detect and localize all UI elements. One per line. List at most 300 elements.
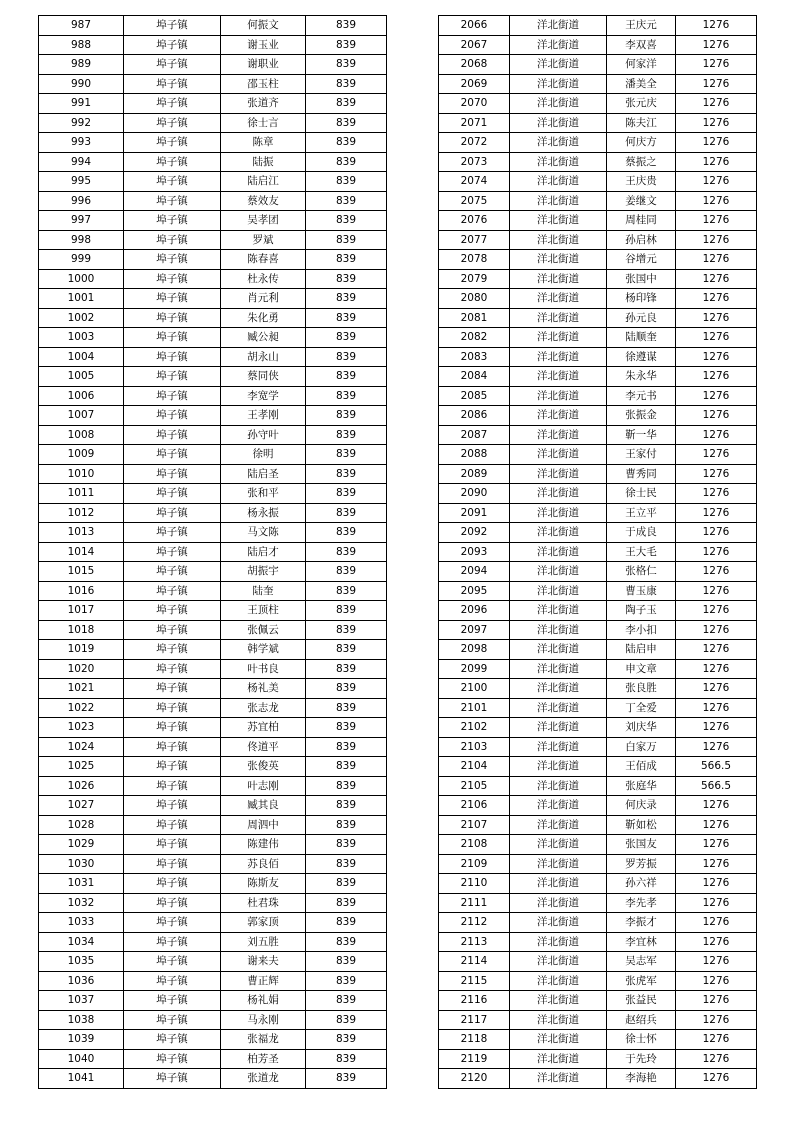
- person-name-cell: 姜继文: [607, 191, 676, 211]
- town-cell: 洋北街道: [510, 484, 607, 504]
- amount-cell: 839: [306, 952, 387, 972]
- person-name-cell: 李海艳: [607, 1069, 676, 1089]
- table-row: [39, 386, 387, 406]
- amount-cell: 1276: [676, 308, 757, 328]
- town-cell: 埠子镇: [124, 1049, 221, 1069]
- town-cell: 洋北街道: [510, 152, 607, 172]
- person-name-cell: 叶书良: [221, 659, 306, 679]
- person-name-cell: 叶志刚: [221, 776, 306, 796]
- row-number-cell: 2106: [439, 796, 510, 816]
- table-row: [39, 425, 387, 445]
- table-row: [439, 172, 757, 192]
- person-name-cell: 朱化勇: [221, 308, 306, 328]
- table-row: [439, 113, 757, 133]
- table-row: [39, 854, 387, 874]
- amount-cell: 839: [306, 1049, 387, 1069]
- table-row: [439, 562, 757, 582]
- amount-cell: 1276: [676, 94, 757, 114]
- amount-cell: 839: [306, 464, 387, 484]
- person-name-cell: 孙六祥: [607, 874, 676, 894]
- table-row: [39, 503, 387, 523]
- town-cell: 洋北街道: [510, 1069, 607, 1089]
- amount-cell: 1276: [676, 698, 757, 718]
- table-row: [39, 1030, 387, 1050]
- person-name-cell: 谢职业: [221, 55, 306, 75]
- town-cell: 埠子镇: [124, 74, 221, 94]
- town-cell: 埠子镇: [124, 503, 221, 523]
- table-row: [439, 269, 757, 289]
- town-cell: 埠子镇: [124, 406, 221, 426]
- row-number-cell: 2107: [439, 815, 510, 835]
- person-name-cell: 王大毛: [607, 542, 676, 562]
- row-number-cell: 1000: [39, 269, 124, 289]
- row-number-cell: 2074: [439, 172, 510, 192]
- table-row: [439, 1030, 757, 1050]
- person-name-cell: 陆奎: [221, 581, 306, 601]
- table-row: [39, 698, 387, 718]
- person-name-cell: 朱永华: [607, 367, 676, 387]
- person-name-cell: 张元庆: [607, 94, 676, 114]
- amount-cell: 839: [306, 55, 387, 75]
- table-row: [439, 425, 757, 445]
- town-cell: 埠子镇: [124, 308, 221, 328]
- amount-cell: 1276: [676, 991, 757, 1011]
- amount-cell: 1276: [676, 406, 757, 426]
- row-number-cell: 1036: [39, 971, 124, 991]
- town-cell: 洋北街道: [510, 737, 607, 757]
- person-name-cell: 李双喜: [607, 35, 676, 55]
- table-row: [39, 74, 387, 94]
- row-number-cell: 2069: [439, 74, 510, 94]
- amount-cell: 839: [306, 230, 387, 250]
- town-cell: 埠子镇: [124, 737, 221, 757]
- table-row: [439, 952, 757, 972]
- row-number-cell: 994: [39, 152, 124, 172]
- person-name-cell: 张振金: [607, 406, 676, 426]
- town-cell: 埠子镇: [124, 328, 221, 348]
- person-name-cell: 李振才: [607, 913, 676, 933]
- town-cell: 埠子镇: [124, 874, 221, 894]
- amount-cell: 839: [306, 991, 387, 1011]
- amount-cell: 839: [306, 347, 387, 367]
- amount-cell: 839: [306, 874, 387, 894]
- town-cell: 洋北街道: [510, 581, 607, 601]
- row-number-cell: 1012: [39, 503, 124, 523]
- row-number-cell: 989: [39, 55, 124, 75]
- row-number-cell: 991: [39, 94, 124, 114]
- row-number-cell: 1004: [39, 347, 124, 367]
- person-name-cell: 陆振: [221, 152, 306, 172]
- row-number-cell: 2114: [439, 952, 510, 972]
- table-row: [439, 601, 757, 621]
- left-table-body: [39, 16, 387, 1089]
- amount-cell: 1276: [676, 523, 757, 543]
- amount-cell: 839: [306, 659, 387, 679]
- row-number-cell: 2112: [439, 913, 510, 933]
- table-row: [39, 16, 387, 36]
- person-name-cell: 周泗中: [221, 815, 306, 835]
- town-cell: 洋北街道: [510, 854, 607, 874]
- amount-cell: 1276: [676, 796, 757, 816]
- amount-cell: 1276: [676, 1010, 757, 1030]
- row-number-cell: 1028: [39, 815, 124, 835]
- person-name-cell: 刘庆华: [607, 718, 676, 738]
- town-cell: 埠子镇: [124, 133, 221, 153]
- table-row: [39, 679, 387, 699]
- person-name-cell: 徐士怀: [607, 1030, 676, 1050]
- town-cell: 埠子镇: [124, 172, 221, 192]
- amount-cell: 1276: [676, 659, 757, 679]
- table-row: [439, 796, 757, 816]
- town-cell: 洋北街道: [510, 776, 607, 796]
- amount-cell: 1276: [676, 230, 757, 250]
- table-row: [439, 640, 757, 660]
- person-name-cell: 何家洋: [607, 55, 676, 75]
- town-cell: 埠子镇: [124, 562, 221, 582]
- table-row: [39, 542, 387, 562]
- row-number-cell: 2090: [439, 484, 510, 504]
- row-number-cell: 1027: [39, 796, 124, 816]
- amount-cell: 839: [306, 328, 387, 348]
- town-cell: 埠子镇: [124, 542, 221, 562]
- town-cell: 洋北街道: [510, 406, 607, 426]
- table-row: [39, 308, 387, 328]
- town-cell: 洋北街道: [510, 991, 607, 1011]
- row-number-cell: 2088: [439, 445, 510, 465]
- town-cell: 埠子镇: [124, 679, 221, 699]
- person-name-cell: 李小扣: [607, 620, 676, 640]
- table-row: [439, 308, 757, 328]
- town-cell: 埠子镇: [124, 601, 221, 621]
- table-row: [439, 328, 757, 348]
- table-row: [439, 289, 757, 309]
- person-name-cell: 谷增元: [607, 250, 676, 270]
- row-number-cell: 2100: [439, 679, 510, 699]
- row-number-cell: 990: [39, 74, 124, 94]
- person-name-cell: 佟道平: [221, 737, 306, 757]
- row-number-cell: 2115: [439, 971, 510, 991]
- town-cell: 埠子镇: [124, 971, 221, 991]
- town-cell: 埠子镇: [124, 952, 221, 972]
- table-row: [439, 718, 757, 738]
- town-cell: 埠子镇: [124, 620, 221, 640]
- row-number-cell: 2120: [439, 1069, 510, 1089]
- amount-cell: 1276: [676, 815, 757, 835]
- amount-cell: 839: [306, 776, 387, 796]
- town-cell: 洋北街道: [510, 542, 607, 562]
- table-row: [439, 815, 757, 835]
- row-number-cell: 2104: [439, 757, 510, 777]
- row-number-cell: 1029: [39, 835, 124, 855]
- row-number-cell: 1010: [39, 464, 124, 484]
- town-cell: 洋北街道: [510, 367, 607, 387]
- person-name-cell: 张俊英: [221, 757, 306, 777]
- person-name-cell: 杜君珠: [221, 893, 306, 913]
- town-cell: 埠子镇: [124, 1069, 221, 1089]
- town-cell: 洋北街道: [510, 425, 607, 445]
- amount-cell: 1276: [676, 913, 757, 933]
- town-cell: 埠子镇: [124, 464, 221, 484]
- person-name-cell: 何庆录: [607, 796, 676, 816]
- town-cell: 埠子镇: [124, 425, 221, 445]
- table-row: [39, 1049, 387, 1069]
- person-name-cell: 陆顺奎: [607, 328, 676, 348]
- table-row: [39, 484, 387, 504]
- person-name-cell: 李宜林: [607, 932, 676, 952]
- town-cell: 埠子镇: [124, 835, 221, 855]
- table-row: [439, 386, 757, 406]
- town-cell: 埠子镇: [124, 191, 221, 211]
- row-number-cell: 1002: [39, 308, 124, 328]
- table-row: [39, 55, 387, 75]
- town-cell: 洋北街道: [510, 1010, 607, 1030]
- amount-cell: 1276: [676, 55, 757, 75]
- person-name-cell: 丁全爱: [607, 698, 676, 718]
- person-name-cell: 李元书: [607, 386, 676, 406]
- row-number-cell: 2075: [439, 191, 510, 211]
- amount-cell: 1276: [676, 152, 757, 172]
- table-row: [439, 347, 757, 367]
- town-cell: 埠子镇: [124, 815, 221, 835]
- person-name-cell: 陈章: [221, 133, 306, 153]
- table-row: [439, 679, 757, 699]
- town-cell: 洋北街道: [510, 757, 607, 777]
- amount-cell: 566.5: [676, 757, 757, 777]
- amount-cell: 1276: [676, 347, 757, 367]
- person-name-cell: 杨印锋: [607, 289, 676, 309]
- table-row: [39, 640, 387, 660]
- town-cell: 洋北街道: [510, 679, 607, 699]
- table-row: [39, 952, 387, 972]
- row-number-cell: 1014: [39, 542, 124, 562]
- person-name-cell: 邵玉柱: [221, 74, 306, 94]
- row-number-cell: 2079: [439, 269, 510, 289]
- person-name-cell: 苏宜柏: [221, 718, 306, 738]
- amount-cell: 1276: [676, 289, 757, 309]
- person-name-cell: 杨礼美: [221, 679, 306, 699]
- town-cell: 埠子镇: [124, 250, 221, 270]
- amount-cell: 839: [306, 484, 387, 504]
- row-number-cell: 2110: [439, 874, 510, 894]
- amount-cell: 1276: [676, 562, 757, 582]
- table-row: [39, 94, 387, 114]
- row-number-cell: 2094: [439, 562, 510, 582]
- person-name-cell: 孙启林: [607, 230, 676, 250]
- person-name-cell: 陈斯友: [221, 874, 306, 894]
- amount-cell: 1276: [676, 464, 757, 484]
- amount-cell: 1276: [676, 74, 757, 94]
- row-number-cell: 988: [39, 35, 124, 55]
- row-number-cell: 1039: [39, 1030, 124, 1050]
- town-cell: 埠子镇: [124, 640, 221, 660]
- table-row: [39, 35, 387, 55]
- amount-cell: 839: [306, 601, 387, 621]
- person-name-cell: 张志龙: [221, 698, 306, 718]
- amount-cell: 839: [306, 35, 387, 55]
- town-cell: 埠子镇: [124, 698, 221, 718]
- town-cell: 洋北街道: [510, 55, 607, 75]
- town-cell: 洋北街道: [510, 250, 607, 270]
- town-cell: 埠子镇: [124, 55, 221, 75]
- amount-cell: 1276: [676, 835, 757, 855]
- person-name-cell: 王佰成: [607, 757, 676, 777]
- town-cell: 洋北街道: [510, 347, 607, 367]
- town-cell: 埠子镇: [124, 152, 221, 172]
- row-number-cell: 1035: [39, 952, 124, 972]
- row-number-cell: 1003: [39, 328, 124, 348]
- amount-cell: 839: [306, 757, 387, 777]
- town-cell: 洋北街道: [510, 601, 607, 621]
- table-row: [39, 581, 387, 601]
- person-name-cell: 陶子玉: [607, 601, 676, 621]
- person-name-cell: 周桂同: [607, 211, 676, 231]
- row-number-cell: 2077: [439, 230, 510, 250]
- row-number-cell: 2078: [439, 250, 510, 270]
- town-cell: 埠子镇: [124, 484, 221, 504]
- table-row: [39, 250, 387, 270]
- row-number-cell: 2068: [439, 55, 510, 75]
- town-cell: 洋北街道: [510, 74, 607, 94]
- town-cell: 洋北街道: [510, 718, 607, 738]
- table-row: [439, 1049, 757, 1069]
- amount-cell: 1276: [676, 16, 757, 36]
- amount-cell: 839: [306, 737, 387, 757]
- table-row: [39, 757, 387, 777]
- row-number-cell: 992: [39, 113, 124, 133]
- amount-cell: 1276: [676, 952, 757, 972]
- table-row: [39, 1069, 387, 1089]
- amount-cell: 1276: [676, 211, 757, 231]
- person-name-cell: 王顶柱: [221, 601, 306, 621]
- amount-cell: 839: [306, 854, 387, 874]
- right-table: [438, 15, 757, 1089]
- table-row: [439, 971, 757, 991]
- person-name-cell: 张虎军: [607, 971, 676, 991]
- row-number-cell: 2109: [439, 854, 510, 874]
- town-cell: 洋北街道: [510, 952, 607, 972]
- town-cell: 埠子镇: [124, 94, 221, 114]
- town-cell: 埠子镇: [124, 16, 221, 36]
- row-number-cell: 2097: [439, 620, 510, 640]
- person-name-cell: 肖元利: [221, 289, 306, 309]
- table-row: [439, 659, 757, 679]
- person-name-cell: 靳如松: [607, 815, 676, 835]
- table-row: [439, 191, 757, 211]
- amount-cell: 839: [306, 367, 387, 387]
- row-number-cell: 2071: [439, 113, 510, 133]
- town-cell: 埠子镇: [124, 1010, 221, 1030]
- row-number-cell: 2067: [439, 35, 510, 55]
- amount-cell: 839: [306, 308, 387, 328]
- row-number-cell: 987: [39, 16, 124, 36]
- town-cell: 埠子镇: [124, 445, 221, 465]
- person-name-cell: 白家万: [607, 737, 676, 757]
- table-row: [39, 562, 387, 582]
- row-number-cell: 995: [39, 172, 124, 192]
- table-row: [439, 932, 757, 952]
- amount-cell: 839: [306, 523, 387, 543]
- town-cell: 洋北街道: [510, 971, 607, 991]
- person-name-cell: 何振文: [221, 16, 306, 36]
- row-number-cell: 2085: [439, 386, 510, 406]
- table-row: [39, 1010, 387, 1030]
- row-number-cell: 1009: [39, 445, 124, 465]
- row-number-cell: 2116: [439, 991, 510, 1011]
- table-row: [439, 776, 757, 796]
- town-cell: 洋北街道: [510, 835, 607, 855]
- town-cell: 洋北街道: [510, 1030, 607, 1050]
- row-number-cell: 2108: [439, 835, 510, 855]
- right-table-body: [439, 16, 757, 1089]
- row-number-cell: 2111: [439, 893, 510, 913]
- amount-cell: 839: [306, 893, 387, 913]
- amount-cell: 839: [306, 718, 387, 738]
- table-row: [39, 796, 387, 816]
- row-number-cell: 1034: [39, 932, 124, 952]
- person-name-cell: 陈春喜: [221, 250, 306, 270]
- row-number-cell: 1026: [39, 776, 124, 796]
- town-cell: 埠子镇: [124, 269, 221, 289]
- town-cell: 洋北街道: [510, 308, 607, 328]
- table-row: [39, 601, 387, 621]
- table-row: [439, 35, 757, 55]
- person-name-cell: 申文章: [607, 659, 676, 679]
- town-cell: 洋北街道: [510, 133, 607, 153]
- amount-cell: 1276: [676, 854, 757, 874]
- row-number-cell: 1007: [39, 406, 124, 426]
- row-number-cell: 1017: [39, 601, 124, 621]
- table-row: [439, 620, 757, 640]
- table-row: [439, 581, 757, 601]
- town-cell: 埠子镇: [124, 893, 221, 913]
- person-name-cell: 曹玉康: [607, 581, 676, 601]
- table-row: [439, 991, 757, 1011]
- row-number-cell: 1037: [39, 991, 124, 1011]
- row-number-cell: 2073: [439, 152, 510, 172]
- person-name-cell: 谢玉业: [221, 35, 306, 55]
- person-name-cell: 郭家顶: [221, 913, 306, 933]
- table-row: [39, 269, 387, 289]
- amount-cell: 839: [306, 971, 387, 991]
- row-number-cell: 1023: [39, 718, 124, 738]
- amount-cell: 839: [306, 211, 387, 231]
- row-number-cell: 1031: [39, 874, 124, 894]
- amount-cell: 1276: [676, 874, 757, 894]
- town-cell: 埠子镇: [124, 523, 221, 543]
- person-name-cell: 徐士民: [607, 484, 676, 504]
- person-name-cell: 靳一华: [607, 425, 676, 445]
- amount-cell: 1276: [676, 581, 757, 601]
- row-number-cell: 2076: [439, 211, 510, 231]
- table-row: [39, 737, 387, 757]
- table-row: [439, 406, 757, 426]
- amount-cell: 839: [306, 640, 387, 660]
- row-number-cell: 997: [39, 211, 124, 231]
- person-name-cell: 吴孝团: [221, 211, 306, 231]
- person-name-cell: 王孝刚: [221, 406, 306, 426]
- table-row: [39, 913, 387, 933]
- town-cell: 洋北街道: [510, 35, 607, 55]
- town-cell: 洋北街道: [510, 874, 607, 894]
- row-number-cell: 1024: [39, 737, 124, 757]
- amount-cell: 839: [306, 445, 387, 465]
- amount-cell: 1276: [676, 718, 757, 738]
- row-number-cell: 1033: [39, 913, 124, 933]
- person-name-cell: 于先玲: [607, 1049, 676, 1069]
- town-cell: 洋北街道: [510, 698, 607, 718]
- town-cell: 埠子镇: [124, 718, 221, 738]
- amount-cell: 839: [306, 620, 387, 640]
